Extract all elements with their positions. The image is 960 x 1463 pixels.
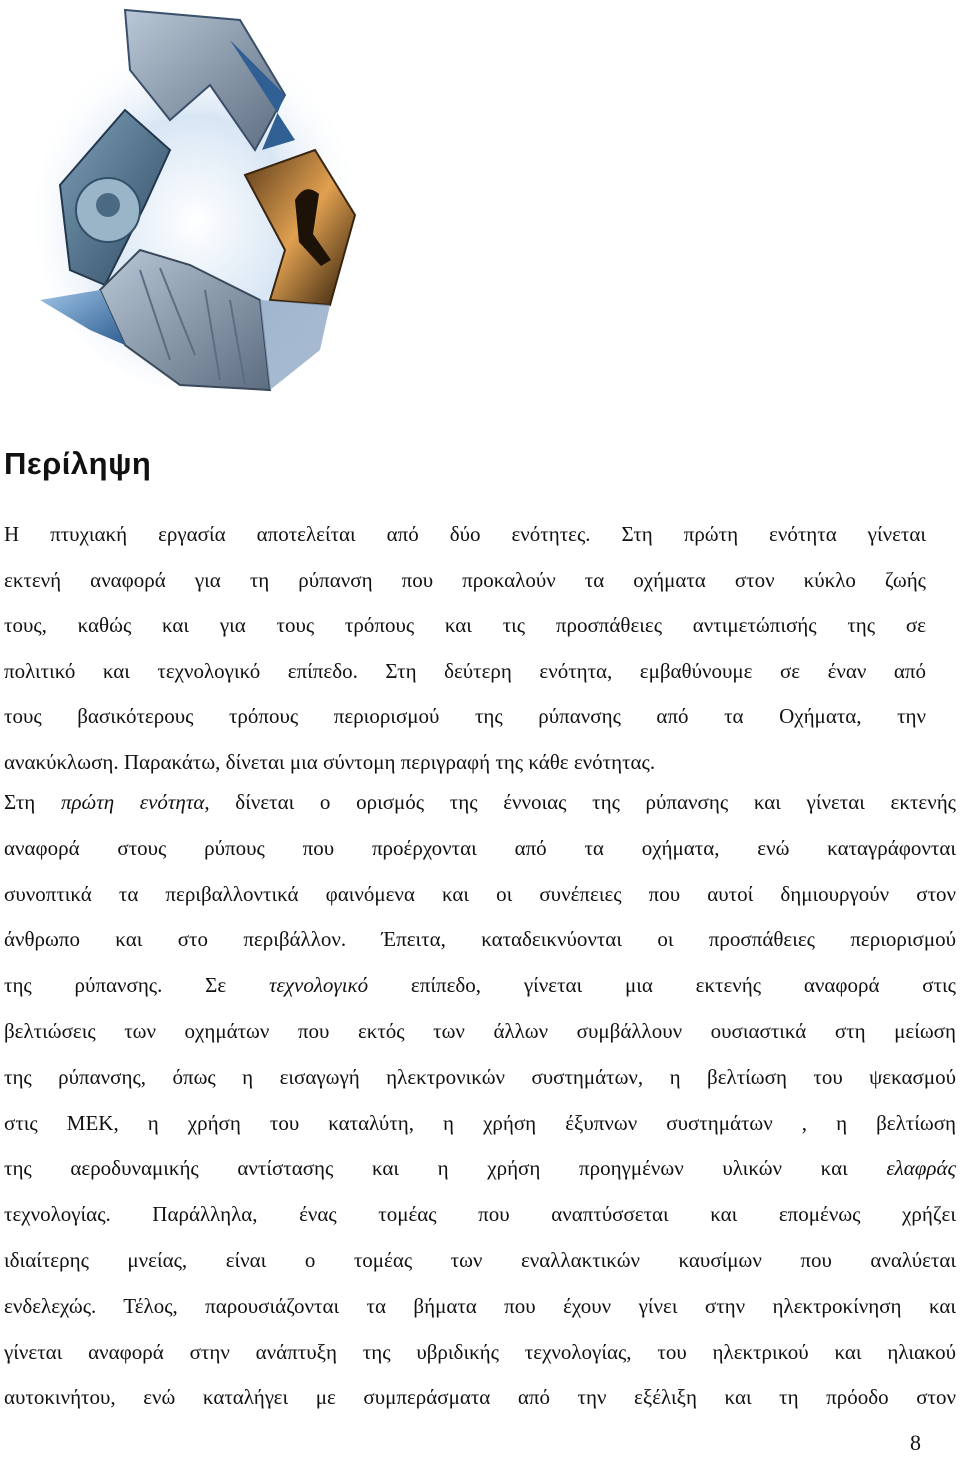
text-run: της αεροδυναμικής αντίστασης και η χρήση προηγμένων υλικών και — [4, 1156, 887, 1181]
summary-heading: Περίληψη — [4, 446, 152, 481]
paragraph-line: της ρύπανσης, όπως η εισαγωγή ηλεκτρονικών συστημάτων, η βελτίωση του ψεκασμού — [4, 1064, 956, 1089]
paragraph-line: ενδελεχώς. Τέλος, παρουσιάζονται τα βήματα που έχουν γίνει στην ηλεκτροκίνηση και — [4, 1293, 956, 1318]
recycling-collage-image — [30, 0, 360, 400]
text-run: Στη — [4, 790, 61, 814]
paragraph-line: τεχνολογίας. Παράλληλα, ένας τομέας που αναπτύσσεται και επομένως χρήζει — [4, 1202, 956, 1227]
page-number: 8 — [910, 1430, 921, 1455]
paragraph-line: γίνεται αναφορά στην ανάπτυξη της υβριδικής τεχνολογίας, του ηλεκτρικού και ηλιακού — [4, 1339, 956, 1364]
paragraph-line: Η πτυχιακή εργασία αποτελείται από δύο ενότητες. Στη πρώτη ενότητα γίνεται — [4, 522, 926, 546]
paragraph-line: τους βασικότερους τρόπους περιορισμού της ρύπανσης από τα Οχήματα, την — [4, 704, 926, 728]
text-run: , δίνεται ο ορισμός της έννοιας της ρύπανσης και γίνεται εκτενής — [204, 790, 956, 814]
paragraph-line: τους, καθώς και για τους τρόπους και τις προσπάθειες αντιμετώπισής της σε — [4, 613, 926, 637]
summary-intro-paragraph — [4, 512, 926, 785]
paragraph-line: αυτοκινήτου, ενώ καταλήγει με συμπεράσματα από την εξέλιξη και τη πρόοδο στον — [4, 1385, 956, 1410]
paragraph-line — [4, 780, 956, 826]
paragraph-line: συνοπτικά τα περιβαλλοντικά φαινόμενα και οι συνέπειες που αυτοί δημιουργούν στον — [4, 881, 956, 906]
text-run: επίπεδο, γίνεται μια εκτενής αναφορά στις — [368, 973, 956, 998]
emphasis-technological: τεχνολογικό — [268, 973, 369, 998]
paragraph-line: άνθρωπο και στο περιβάλλον. Έπειτα, καταδεικνύονται οι προσπάθειες περιορισμού — [4, 927, 956, 952]
paragraph-line: ανακύκλωση. Παρακάτω, δίνεται μια σύντομη περιγραφή της κάθε ενότητας. — [4, 749, 656, 774]
paragraph-line — [4, 963, 956, 1009]
paragraph-line: εκτενή αναφορά για τη ρύπανση που προκαλούν τα οχήματα στον κύκλο ζωής — [4, 567, 926, 592]
paragraph-line: στις ΜΕΚ, η χρήση του καταλύτη, η χρήση έξυπνων συστημάτων , η βελτίωση — [4, 1110, 956, 1135]
paragraph-line — [4, 1146, 956, 1192]
paragraph-line: βελτιώσεις των οχημάτων που εκτός των άλλων συμβάλλουν ουσιαστικά στη μείωση — [4, 1018, 956, 1043]
text-run: της ρύπανσης. Σε — [4, 973, 269, 998]
emphasis-light: ελαφράς — [886, 1156, 956, 1181]
paragraph-line: ιδιαίτερης μνείας, είναι ο τομέας των εναλλακτικών καυσίμων που αναλύεται — [4, 1247, 956, 1272]
paragraph-line: αναφορά στους ρύπους που προέρχονται από τα οχήματα, ενώ καταγράφονται — [4, 835, 956, 860]
emphasis-first-section: πρώτη ενότητα — [60, 790, 205, 814]
summary-section1-paragraph — [4, 780, 956, 1421]
paragraph-line: πολιτικό και τεχνολογικό επίπεδο. Στη δεύτερη ενότητα, εμβαθύνουμε σε έναν από — [4, 658, 926, 683]
